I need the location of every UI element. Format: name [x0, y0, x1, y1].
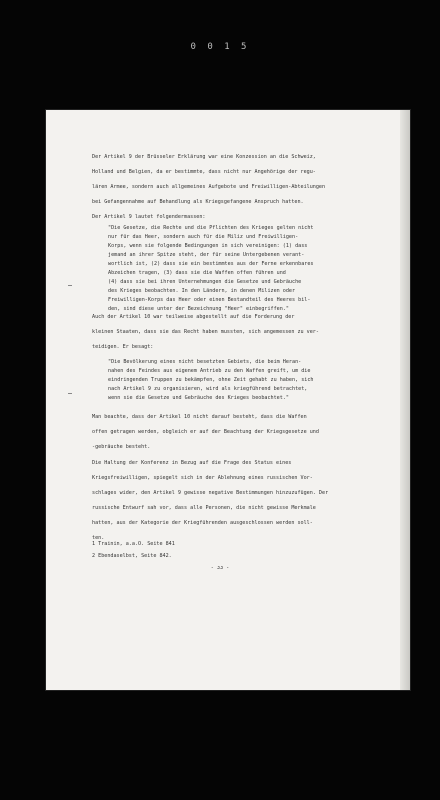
page-number: - 33 -	[210, 566, 230, 571]
text-line: teidigen. Er besagt:	[92, 344, 154, 350]
quote-article-10	[108, 358, 406, 403]
archive-number: 0 0 1 5	[190, 42, 250, 52]
text-line: nahen des Feindes aus eigenem Antrieb zu den Waffen greift, um die	[108, 368, 311, 374]
text-line: Auch der Artikel 10 war teilweise abgestellt auf die Forderung der	[92, 314, 295, 320]
text-line: den, sind diese unter der Bezeichnung "Heer" einbegriffen."	[108, 306, 289, 312]
margin-mark	[68, 285, 72, 286]
text-line: jemand an ihrer Spitze steht, der für seine Untergebenen verant-	[108, 252, 305, 258]
text-line: kleinen Staaten, dass sie das Recht haben mussten, sich angemessen zu ver-	[92, 329, 319, 335]
document-page	[46, 110, 410, 690]
text-line: eindringenden Truppen zu bekämpfen, ohne Zeit gehabt zu haben, sich	[108, 377, 314, 383]
footnotes	[92, 538, 372, 562]
text-line: Der Artikel 9 der Brüsseler Erklärung war eine Konzession an die Schweiz,	[92, 154, 316, 160]
text-line: nach Artikel 9 zu organisieren, wird als kriegführend betrachtet,	[108, 386, 308, 392]
text-line: (4) dass sie bei ihren Unternehmungen die Gesetze und Gebräuche	[108, 279, 302, 285]
text-line: "Die Gesetze, die Rechte und die Pflichten des Krieges gelten nicht	[108, 225, 314, 231]
text-line: hatten, aus der Kategorie der Kriegführenden ausgeschlossen werden soll-	[92, 520, 313, 526]
text-line: schlages wider, den Artikel 9 gewisse negative Bestimmungen hinzuzufügen. Der	[92, 490, 329, 496]
quote-article-9	[108, 224, 406, 314]
text-line: lären Armee, sondern auch allgemeines Aufgebote und Freiwilligen-Abteilungen	[92, 184, 326, 190]
text-line: Freiwilligen-Korps das Heer oder einen Bestandteil des Heeres bil-	[108, 297, 311, 303]
text-line: "Die Bevölkerung eines nicht besetzten Gebiets, die beim Heran-	[108, 359, 302, 365]
paragraph-4	[92, 456, 408, 546]
paragraph-3	[92, 410, 408, 455]
text-line: Man beachte, dass der Artikel 10 nicht darauf besteht, dass die Waffen	[92, 414, 307, 420]
text-line: -gebräuche besteht.	[92, 444, 151, 450]
text-line: Kriegsfreiwilligen, spiegelt sich in der Ablehnung eines russischen Vor-	[92, 475, 313, 481]
text-line: russische Entwurf sah vor, dass alle Personen, die nicht gewisse Merkmale	[92, 505, 316, 511]
text-line: des Krieges beobachten. In den Ländern, in denen Milizen oder	[108, 288, 296, 294]
text-line: wortlich ist, (2) dass sie ein bestimmtes aus der Ferne erkennbares	[108, 261, 314, 267]
text-line: ten.	[92, 535, 105, 541]
text-line: Abzeichen tragen, (3) dass sie die Waffen offen führen und	[108, 270, 286, 276]
text-line: bei Gefangennahme auf Behandlung als Kriegsgefangene Anspruch hatten.	[92, 199, 304, 205]
margin-mark	[68, 393, 72, 394]
text-line: Holland und Belgien, da er bestimmte, dass nicht nur Angehörige der regu-	[92, 169, 316, 175]
paragraph-1	[92, 150, 408, 225]
footnote-1: 1 Trainin, a.a.O. Seite 841	[92, 541, 175, 547]
text-line: Korps, wenn sie folgende Bedingungen in sich vereinigen: (1) dass	[108, 243, 308, 249]
text-line: Die Haltung der Konferenz in Bezug auf die Frage des Status eines	[92, 460, 292, 466]
footnote-2: 2 Ebendaselbst, Seite 842.	[92, 553, 172, 559]
text-line: Der Artikel 9 lautet folgendermassen:	[92, 214, 206, 220]
text-line: nur für das Heer, sondern auch für die Miliz und Freiwilligen-	[108, 234, 299, 240]
text-line: wenn sie die Gesetze und Gebräuche des Krieges beobachtet."	[108, 395, 289, 401]
text-line: offen getragen werden, obgleich er auf der Beachtung der Kriegsgesetze und	[92, 429, 319, 435]
paragraph-2	[92, 310, 408, 355]
